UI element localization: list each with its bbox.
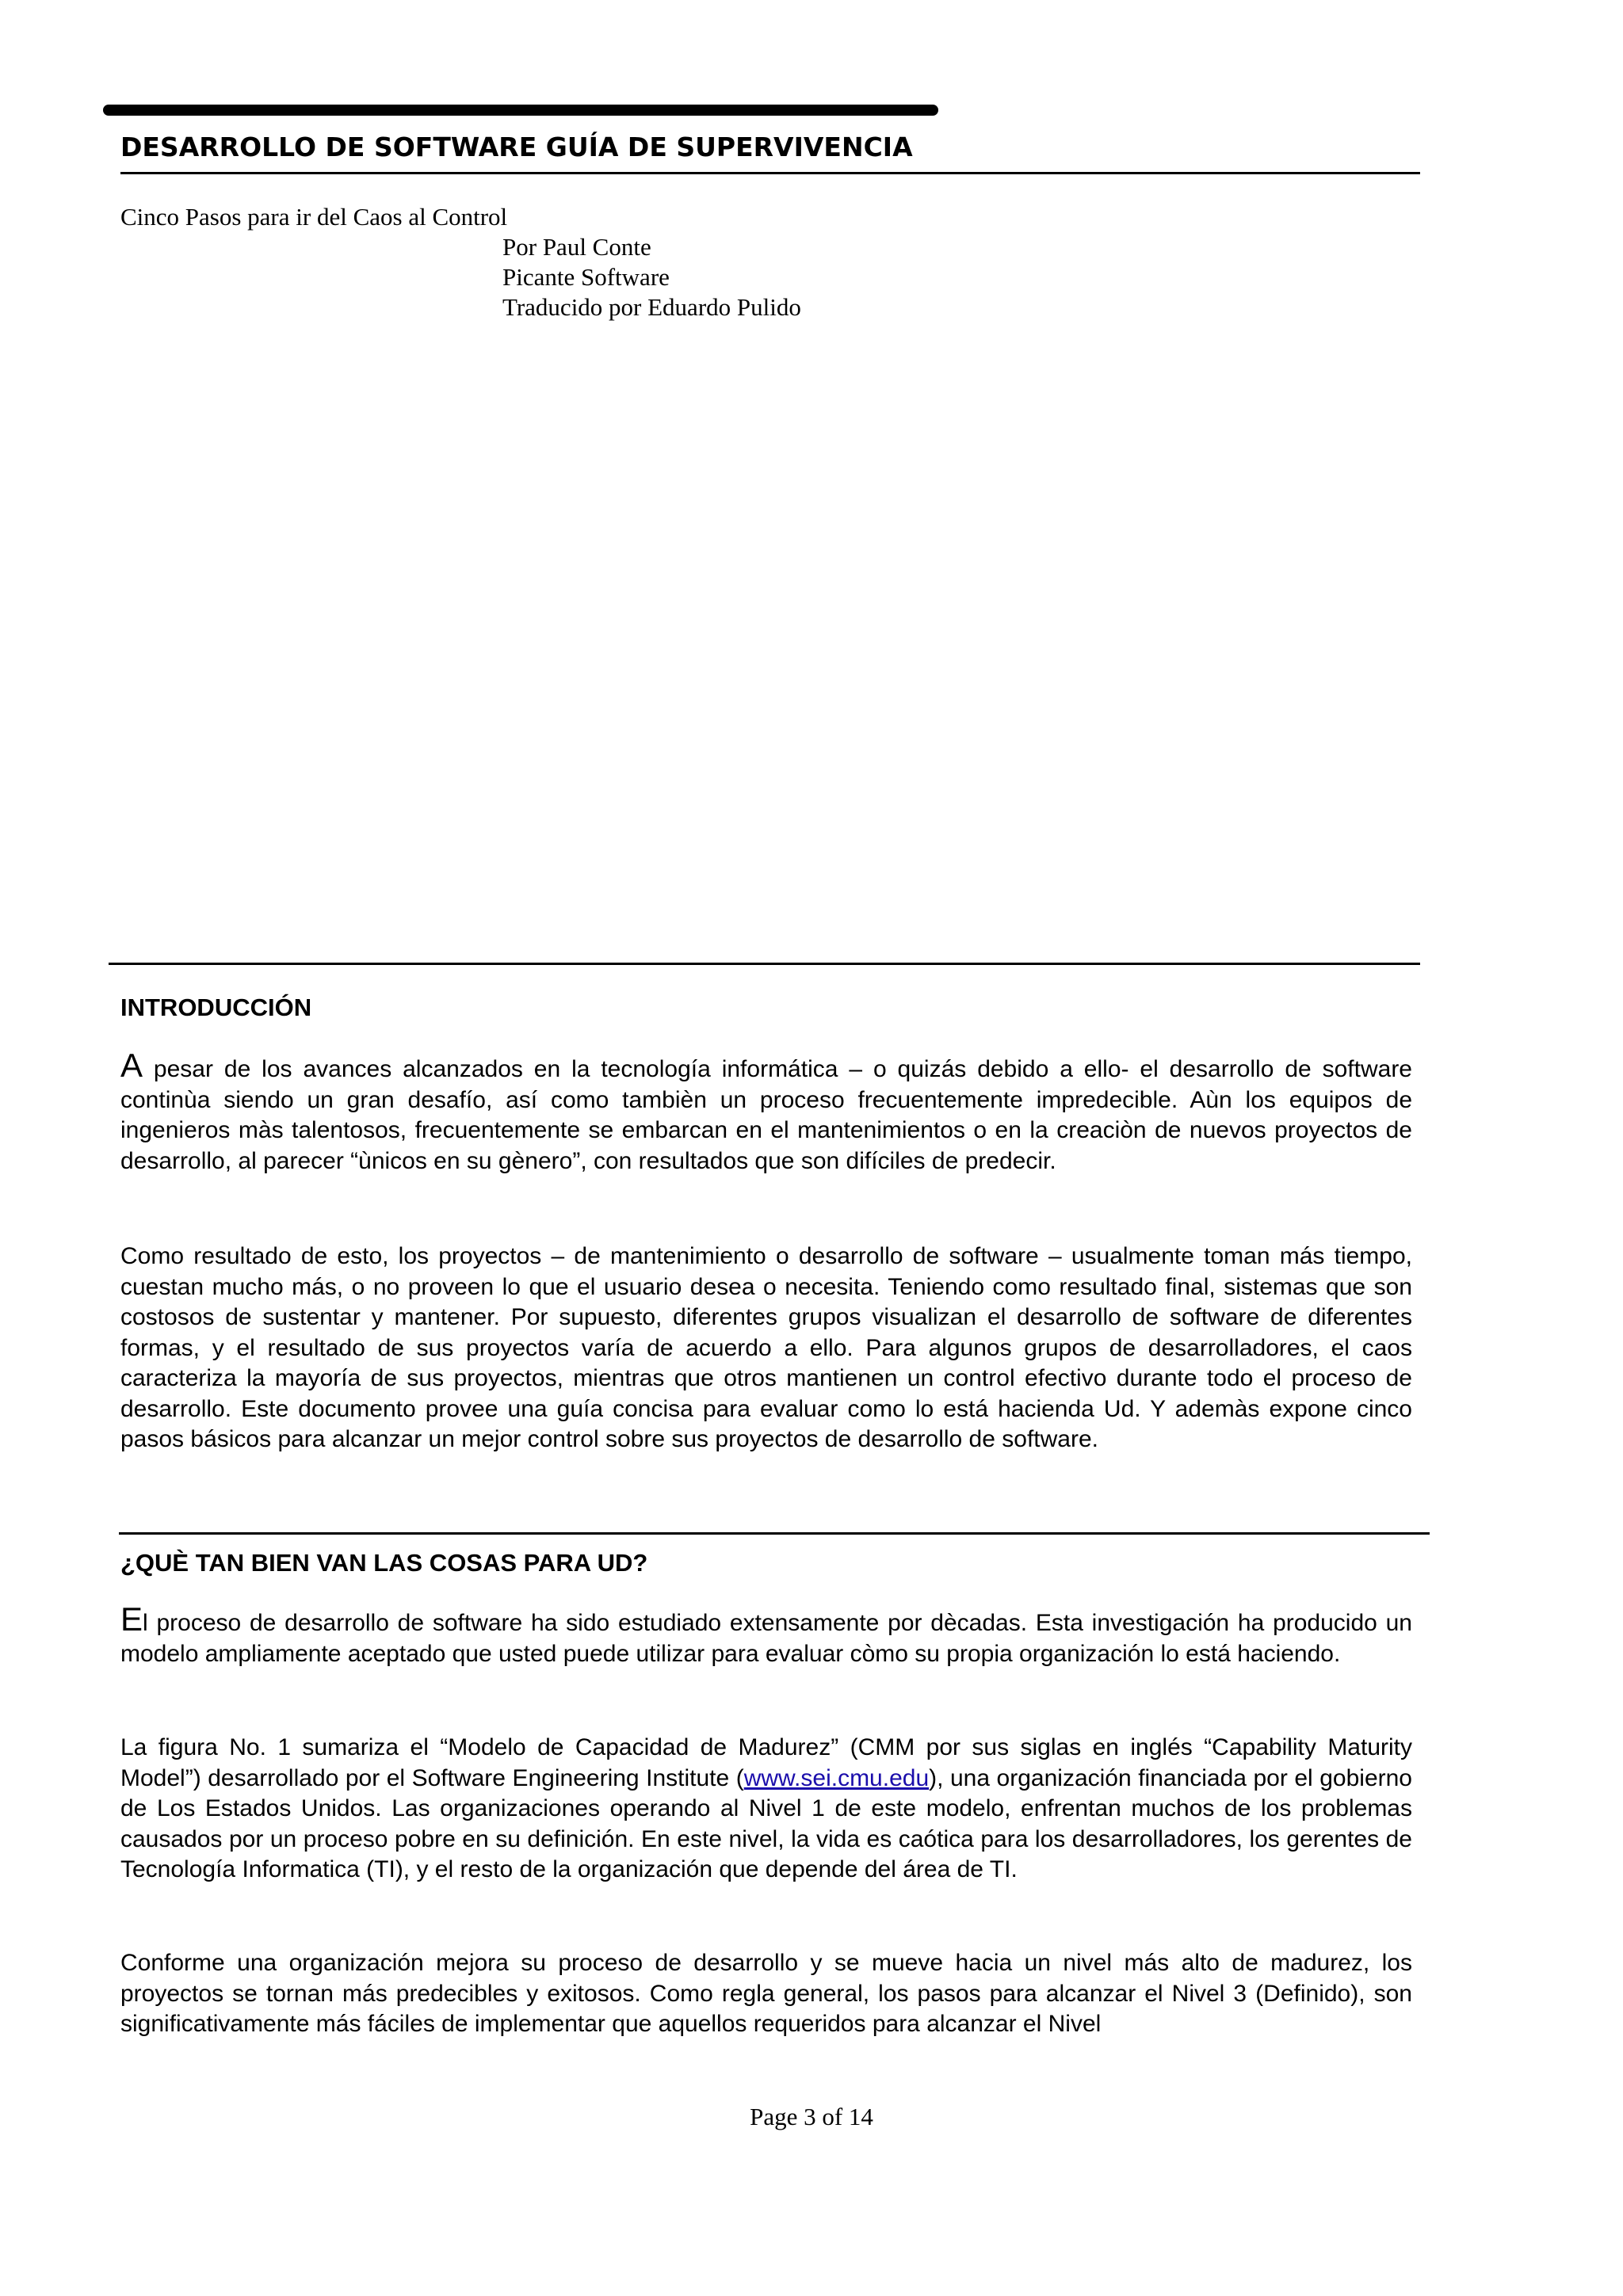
intro-paragraph-2: Como resultado de esto, los proyectos – de mantenimiento o desarrollo de software – usualmente toman más tiempo, cuestan mucho más, o no proveen lo que el usuario desea o necesita. Teniendo como resultado final, sistemas que son costosos de sustentar y mantener. Por supuesto, diferentes grupos visualizan el desarrollo de software de diferentes formas, y el resultado de sus proyectos varía de acuerdo a ello. Para algunos grupos de desarrolladores, el caos caracteriza la mayoría de sus proyectos, mientras que otros mantienen un control efectivo durante todo el proceso de desarrollo. Este documento provee una guía concisa para evaluar como lo está hacienda Ud. Y ademàs expone cinco pasos básicos para alcanzar un mejor control sobre sus proyectos de desarrollo de software. xyxy=(120,1243,1412,1452)
header-decorative-bar xyxy=(103,105,938,116)
paragraph-text: l proceso de desarrollo de software ha sido estudiado extensamente por dècadas. Esta investigación ha producido un modelo ampliamente aceptado que usted puede utilizar para evaluar còmo su propia organización lo está haciendo. xyxy=(120,1610,1412,1667)
paragraph-text: pesar de los avances alcanzados en la tecnología informática – o quizás debido a ello- el desarrollo de software continùa siendo un gran desafío, así como tambièn un proceso frecuentemente impredecible. Aùn los equipos de ingenieros màs talentosos, frecuentemente se embarcan en el mantenimientos o en la creaciòn de nuevos proyectos de desarrollo, al parecer “ùnicos en su gènero”, con resultados que son difíciles de predecir. xyxy=(120,1056,1412,1174)
how-paragraph-1 xyxy=(120,1600,1412,1669)
paragraph-text-before-link: La figura No. 1 sumariza el “Modelo de Capacidad de Madurez” (CMM por sus siglas en inglés “Capability Maturity Model”) desarrollado por el Software Engineering Institute ( xyxy=(120,1734,1412,1791)
document-subtitle: Cinco Pasos para ir del Caos al Control xyxy=(120,203,508,231)
section-divider-intro xyxy=(109,963,1420,965)
dropcap-letter: E xyxy=(120,1600,143,1638)
section-divider-how xyxy=(119,1532,1430,1535)
paragraph-text-after-link: ), una organización financiada por el gobierno de Los Estados Unidos. Las organizaciones operando al Nivel 1 de este modelo, enfrentan muchos de los problemas causados por un proceso pobre en su definición. En este nivel, la vida es caótica para los desarrolladores, los gerentes de Tecnología Informatica (TI), y el resto de la organización que depende del área de TI. xyxy=(120,1764,1412,1882)
how-paragraph-2 xyxy=(120,1733,1412,1886)
dropcap-letter: A xyxy=(120,1047,143,1084)
company-line: Picante Software xyxy=(502,263,670,291)
how-paragraph-3: Conforme una organización mejora su proceso de desarrollo y se mueve hacia un nivel más alto de madurez, los proyectos se tornan más predecibles y exitosos. Como regla general, los pasos para alcanzar el Nivel 3 (Definido), son significativamente más fáciles de implementar que aquellos requeridos para alcanzar el Nivel xyxy=(120,1950,1412,2037)
intro-paragraph-1 xyxy=(120,1047,1412,1177)
sei-website-link[interactable]: www.sei.cmu.edu xyxy=(743,1764,930,1791)
running-header-title: DESARROLLO DE SOFTWARE GUÍA DE SUPERVIVENCIA xyxy=(120,132,913,162)
author-line: Por Paul Conte xyxy=(502,233,651,261)
section-heading-introduccion: INTRODUCCIÓN xyxy=(120,994,312,1021)
header-rule xyxy=(120,172,1420,174)
section-heading-que-tan-bien: ¿QUÈ TAN BIEN VAN LAS COSAS PARA UD? xyxy=(120,1549,648,1577)
translator-line: Traducido por Eduardo Pulido xyxy=(502,293,801,321)
page-number-footer: Page 3 of 14 xyxy=(750,2103,873,2130)
